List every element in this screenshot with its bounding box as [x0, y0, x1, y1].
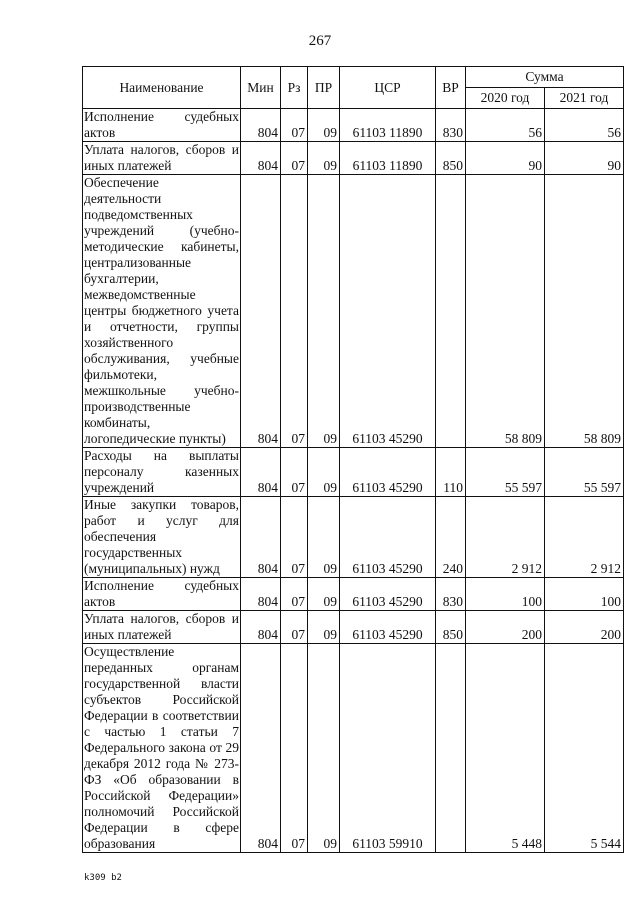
footer-code: k309 b2 [84, 873, 122, 883]
header-vr: ВР [436, 67, 466, 109]
cell-csr: 61103 45290 [340, 448, 436, 497]
cell-rz: 07 [281, 497, 308, 578]
table-body [83, 109, 624, 853]
cell-s2020: 200 [466, 611, 545, 644]
cell-pr: 09 [308, 497, 340, 578]
cell-s2021: 56 [545, 109, 624, 142]
header-year-2021: 2021 год [545, 88, 624, 109]
cell-csr: 61103 11890 [340, 142, 436, 175]
cell-name: Расходы на выплаты персоналу казенных учреждений [84, 448, 239, 495]
cell-s2021: 5 544 [545, 644, 624, 853]
table-row [83, 175, 624, 448]
cell-csr: 61103 11890 [340, 109, 436, 142]
table-row [83, 578, 624, 611]
cell-vr: 830 [436, 109, 466, 142]
cell-min: 804 [241, 448, 281, 497]
header-csr: ЦСР [340, 67, 436, 109]
cell-name: Уплата налогов, сборов и иных платежей [84, 611, 239, 642]
cell-rz: 07 [281, 109, 308, 142]
budget-table [82, 66, 624, 853]
cell-rz: 07 [281, 448, 308, 497]
table-row [83, 611, 624, 644]
cell-s2020: 58 809 [466, 175, 545, 448]
cell-pr: 09 [308, 644, 340, 853]
table-row [83, 142, 624, 175]
cell-pr: 09 [308, 448, 340, 497]
cell-pr: 09 [308, 142, 340, 175]
table-row [83, 497, 624, 578]
cell-pr: 09 [308, 611, 340, 644]
table-row [83, 644, 624, 853]
cell-pr: 09 [308, 109, 340, 142]
cell-name: Уплата налогов, сборов и иных платежей [84, 142, 239, 173]
cell-vr [436, 644, 466, 853]
header-name: Наименование [83, 67, 241, 109]
cell-s2020: 90 [466, 142, 545, 175]
cell-min: 804 [241, 497, 281, 578]
cell-s2021: 2 912 [545, 497, 624, 578]
cell-name: Обеспечение деятельности подведомственных учреждений (учебно-методические кабинеты, централизованные бухгалтерии, межведомственные центры бюджетного учета и отчетности, группы хозяйственного обслуживания, учебные фильмотеки, межшкольные учебно-производственные комбинаты, логопедические пункты) [84, 175, 239, 446]
cell-min: 804 [241, 142, 281, 175]
cell-min: 804 [241, 644, 281, 853]
cell-min: 804 [241, 109, 281, 142]
cell-pr: 09 [308, 175, 340, 448]
cell-s2020: 2 912 [466, 497, 545, 578]
cell-name: Исполнение судебных актов [84, 109, 239, 140]
cell-vr: 110 [436, 448, 466, 497]
cell-vr: 850 [436, 611, 466, 644]
cell-s2021: 55 597 [545, 448, 624, 497]
cell-rz: 07 [281, 142, 308, 175]
cell-csr: 61103 45290 [340, 611, 436, 644]
header-rz: Рз [281, 67, 308, 109]
cell-s2020: 100 [466, 578, 545, 611]
cell-name: Исполнение судебных актов [84, 578, 239, 609]
page-number: 267 [308, 33, 332, 49]
cell-min: 804 [241, 611, 281, 644]
header-sum: Сумма [466, 67, 624, 88]
cell-name: Иные закупки товаров, работ и услуг для обеспечения государственных (муниципальных) нужд [84, 497, 239, 576]
cell-csr: 61103 45290 [340, 175, 436, 448]
table-row [83, 109, 624, 142]
cell-s2021: 200 [545, 611, 624, 644]
cell-s2021: 58 809 [545, 175, 624, 448]
cell-vr [436, 175, 466, 448]
cell-rz: 07 [281, 644, 308, 853]
cell-s2021: 100 [545, 578, 624, 611]
cell-csr: 61103 59910 [340, 644, 436, 853]
cell-rz: 07 [281, 175, 308, 448]
cell-rz: 07 [281, 578, 308, 611]
cell-min: 804 [241, 578, 281, 611]
table-row [83, 448, 624, 497]
cell-vr: 240 [436, 497, 466, 578]
cell-name: Осуществление переданных органам государственной власти субъектов Российской Федерации в соответствии с частью 1 статьи 7 Федерального закона от 29 декабря 2012 года № 273-ФЗ «Об образовании в Российской Федерации» полномочий Российской Федерации в сфере образования [84, 644, 239, 851]
header-year-2020: 2020 год [466, 88, 545, 109]
cell-csr: 61103 45290 [340, 497, 436, 578]
cell-vr: 850 [436, 142, 466, 175]
cell-pr: 09 [308, 578, 340, 611]
cell-s2021: 90 [545, 142, 624, 175]
cell-rz: 07 [281, 611, 308, 644]
cell-min: 804 [241, 175, 281, 448]
cell-s2020: 5 448 [466, 644, 545, 853]
cell-s2020: 55 597 [466, 448, 545, 497]
cell-s2020: 56 [466, 109, 545, 142]
cell-vr: 830 [436, 578, 466, 611]
header-min: Мин [241, 67, 281, 109]
header-pr: ПР [308, 67, 340, 109]
cell-csr: 61103 45290 [340, 578, 436, 611]
